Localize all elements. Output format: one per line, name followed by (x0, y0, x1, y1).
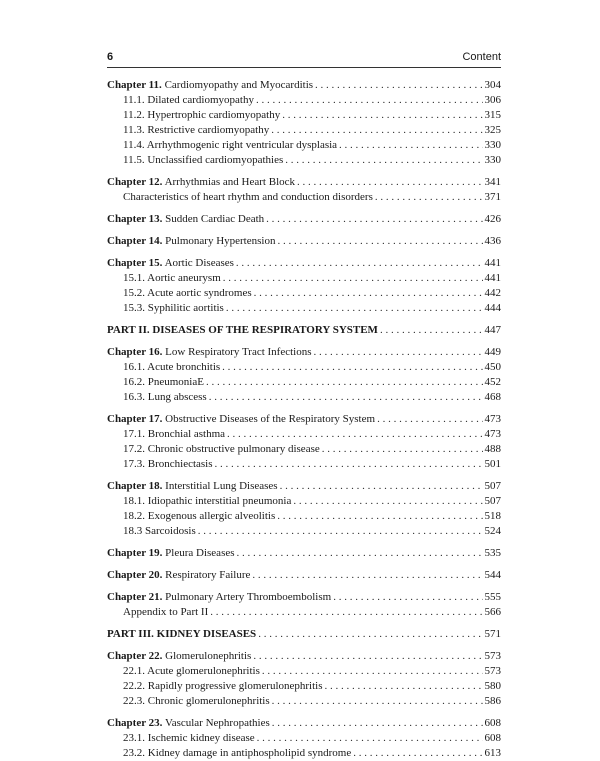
dot-leader (198, 524, 483, 539)
chapter-number: Chapter 22. (107, 650, 163, 662)
toc-section-entry (107, 301, 501, 316)
toc-page-number: 330 (484, 154, 501, 166)
toc-chapter-entry (107, 234, 501, 249)
toc-entry-label: 18.2. Exogenous allergic alveolitis (123, 510, 276, 522)
toc-section-entry (107, 731, 501, 746)
chapter-title: Low Respiratory Tract Infections (162, 346, 312, 358)
toc-page-number: 452 (484, 376, 501, 388)
dot-leader (253, 649, 482, 664)
dot-leader (266, 212, 482, 227)
toc-page-number: 468 (484, 391, 501, 403)
chapter-number: Chapter 19. (107, 547, 163, 559)
toc-page-number: 304 (484, 79, 501, 91)
chapter-number: Chapter 21. (107, 591, 163, 603)
toc-entry-label: 11.5. Unclassified cardiomyopathies (123, 154, 284, 166)
dot-leader (222, 360, 482, 375)
dot-leader (322, 442, 483, 457)
toc-section-entry (107, 271, 501, 286)
toc-page-number: 507 (484, 480, 501, 492)
chapter-title: Arrhythmias and Heart Block (162, 176, 296, 188)
dot-leader (254, 286, 483, 301)
chapter-number: Chapter 20. (107, 569, 163, 581)
toc-entry-label (107, 649, 251, 664)
toc-page-number: 613 (484, 747, 501, 759)
toc-page-number: 544 (484, 569, 501, 581)
toc-entry-label: 11.2. Hypertrophic cardiomyopathy (123, 109, 281, 121)
toc-page-number: 573 (484, 665, 501, 677)
dot-leader (236, 256, 483, 271)
page-number: 6 (107, 51, 114, 63)
dot-leader (333, 590, 482, 605)
dot-leader (293, 494, 482, 509)
chapter-title: Obstructive Diseases of the Respiratory System (162, 413, 376, 425)
toc-chapter-entry (107, 175, 501, 190)
dot-leader (314, 345, 483, 360)
toc-entry-label: 17.2. Chronic obstructive pulmonary disease (123, 443, 320, 455)
toc-page-number: 608 (484, 732, 501, 744)
dot-leader (257, 731, 483, 746)
dot-leader (262, 664, 483, 679)
chapter-number: Chapter 13. (107, 213, 163, 225)
toc-page-number: 488 (484, 443, 501, 455)
toc-section-entry (107, 664, 501, 679)
toc-page-number: 330 (484, 139, 501, 151)
toc-page-number: 501 (484, 458, 501, 470)
toc-page-number: 306 (484, 94, 501, 106)
dot-leader (209, 390, 483, 405)
toc-section-entry (107, 605, 501, 620)
chapter-title: Interstitial Lung Diseases (162, 480, 278, 492)
dot-leader (215, 457, 483, 472)
toc-section-entry (107, 442, 501, 457)
toc-page-number: 608 (484, 717, 501, 729)
dot-leader (353, 746, 482, 761)
page-header (107, 51, 501, 63)
toc-chapter-entry (107, 345, 501, 360)
toc-entry-label (107, 212, 264, 227)
dot-leader (325, 679, 483, 694)
header-divider (107, 67, 501, 68)
toc-page-number: 571 (484, 628, 501, 640)
toc-entry-label: 17.1. Bronchial asthma (123, 428, 226, 440)
toc-part-heading (107, 323, 501, 338)
toc-page-number: 426 (484, 213, 501, 225)
toc-entry-label: 16.1. Acute bronchitis (123, 361, 221, 373)
toc-section-entry (107, 375, 501, 390)
chapter-number: Chapter 14. (107, 235, 163, 247)
toc-section-entry (107, 93, 501, 108)
dot-leader (277, 509, 482, 524)
toc-entry-label (107, 546, 235, 561)
toc-page-number: 441 (484, 257, 501, 269)
toc-entry-label: 16.3. Lung abscess (123, 391, 207, 403)
toc-section-entry (107, 694, 501, 709)
toc-part-heading (107, 627, 501, 642)
toc-chapter-entry (107, 568, 501, 583)
dot-leader (256, 93, 483, 108)
dot-leader (282, 108, 482, 123)
chapter-number: Chapter 23. (107, 717, 163, 729)
toc-section-entry (107, 427, 501, 442)
dot-leader (277, 234, 482, 249)
chapter-title: Glomerulonephritis (162, 650, 252, 662)
dot-leader (210, 605, 482, 620)
toc-section-entry (107, 123, 501, 138)
toc-entry-label (107, 412, 375, 427)
dot-leader (271, 123, 482, 138)
toc-section-entry (107, 509, 501, 524)
toc-page-number: 524 (484, 525, 501, 537)
toc-page-number: 341 (484, 176, 501, 188)
toc-page-number: 566 (484, 606, 501, 618)
chapter-number: Chapter 16. (107, 346, 163, 358)
toc-entry-label (107, 175, 295, 190)
toc-entry-label: PART II. DISEASES OF THE RESPIRATORY SYSTEM (107, 324, 378, 336)
toc-section-entry (107, 108, 501, 123)
toc-page-number: 450 (484, 361, 501, 373)
chapter-title: Pulmonary Artery Thromboembolism (162, 591, 332, 603)
toc-chapter-entry (107, 546, 501, 561)
chapter-number: Chapter 18. (107, 480, 163, 492)
dot-leader (226, 301, 483, 316)
toc-section-entry (107, 190, 501, 205)
toc-entry-label: 22.3. Chronic glomerulonephritis (123, 695, 270, 707)
chapter-number: Chapter 12. (107, 176, 163, 188)
table-of-contents (107, 78, 501, 761)
toc-page-number: 535 (484, 547, 501, 559)
toc-section-entry (107, 286, 501, 301)
dot-leader (380, 323, 483, 338)
chapter-title: Pleura Diseases (162, 547, 235, 559)
toc-entry-label: PART III. KIDNEY DISEASES (107, 628, 257, 640)
toc-entry-label: 18.1. Idiopathic interstitial pneumonia (123, 495, 292, 507)
dot-leader (258, 627, 482, 642)
toc-page-number: 444 (484, 302, 501, 314)
toc-entry-label (107, 568, 250, 583)
toc-page-number: 371 (484, 191, 501, 203)
dot-leader (285, 153, 482, 168)
toc-chapter-entry (107, 716, 501, 731)
chapter-title: Aortic Diseases (162, 257, 234, 269)
dot-leader (375, 190, 483, 205)
toc-entry-label (107, 78, 313, 93)
toc-entry-label: 15.2. Acute aortic syndromes (123, 287, 252, 299)
toc-chapter-entry (107, 590, 501, 605)
chapter-title: Sudden Cardiac Death (162, 213, 265, 225)
toc-page-number: 436 (484, 235, 501, 247)
toc-section-entry (107, 390, 501, 405)
toc-entry-label: Appendix to Part II (123, 606, 209, 618)
toc-page-number: 580 (484, 680, 501, 692)
toc-section-entry (107, 679, 501, 694)
running-title: Content (462, 51, 501, 63)
toc-chapter-entry (107, 212, 501, 227)
toc-page-number: 586 (484, 695, 501, 707)
dot-leader (339, 138, 482, 153)
dot-leader (297, 175, 482, 190)
toc-entry-label: 16.2. PneumoniaE (123, 376, 204, 388)
dot-leader (272, 716, 483, 731)
toc-page-number: 442 (484, 287, 501, 299)
chapter-number: Chapter 11. (107, 79, 162, 91)
dot-leader (227, 427, 482, 442)
dot-leader (223, 271, 483, 286)
toc-section-entry (107, 138, 501, 153)
toc-entry-label: 23.2. Kidney damage in antiphospholipid syndrome (123, 747, 352, 759)
toc-section-entry (107, 457, 501, 472)
toc-entry-label: Characteristics of heart rhythm and conduction disorders (123, 191, 373, 203)
toc-section-entry (107, 746, 501, 761)
toc-chapter-entry (107, 479, 501, 494)
chapter-title: Cardiomyopathy and Myocarditis (161, 79, 314, 91)
dot-leader (280, 479, 483, 494)
toc-page-number: 555 (484, 591, 501, 603)
chapter-title: Vascular Nephropathies (162, 717, 270, 729)
toc-chapter-entry (107, 412, 501, 427)
toc-entry-label: 11.1. Dilated cardiomyopathy (123, 94, 254, 106)
toc-page-number: 573 (484, 650, 501, 662)
toc-chapter-entry (107, 78, 501, 93)
dot-leader (237, 546, 483, 561)
dot-leader (315, 78, 482, 93)
toc-section-entry (107, 494, 501, 509)
toc-entry-label: 15.3. Syphilitic aortitis (123, 302, 224, 314)
toc-chapter-entry (107, 649, 501, 664)
toc-entry-label (107, 256, 234, 271)
toc-entry-label: 23.1. Ischemic kidney disease (123, 732, 255, 744)
toc-entry-label (107, 234, 275, 249)
toc-entry-label (107, 479, 278, 494)
toc-page-number: 325 (484, 124, 501, 136)
toc-page-number: 473 (484, 428, 501, 440)
toc-page-number: 518 (484, 510, 501, 522)
toc-entry-label (107, 590, 331, 605)
toc-entry-label: 18.3 Sarcoidosis (123, 525, 196, 537)
chapter-title: Respiratory Failure (162, 569, 251, 581)
dot-leader (206, 375, 483, 390)
toc-section-entry (107, 360, 501, 375)
toc-chapter-entry (107, 256, 501, 271)
toc-section-entry (107, 153, 501, 168)
toc-entry-label (107, 716, 270, 731)
dot-leader (252, 568, 482, 583)
toc-page-number: 449 (484, 346, 501, 358)
toc-section-entry (107, 524, 501, 539)
dot-leader (272, 694, 483, 709)
chapter-number: Chapter 17. (107, 413, 163, 425)
chapter-number: Chapter 15. (107, 257, 163, 269)
toc-page-number: 473 (484, 413, 501, 425)
toc-entry-label: 11.3. Restrictive cardiomyopathy (123, 124, 270, 136)
toc-page-number: 507 (484, 495, 501, 507)
toc-entry-label (107, 345, 312, 360)
toc-entry-label: 22.2. Rapidly progressive glomerulonephritis (123, 680, 323, 692)
toc-entry-label: 11.4. Arrhythmogenic right ventricular dysplasia (123, 139, 338, 151)
toc-page-number: 441 (484, 272, 501, 284)
toc-entry-label: 15.1. Aortic aneurysm (123, 272, 221, 284)
toc-page-number: 315 (484, 109, 501, 121)
toc-entry-label: 17.3. Bronchiectasis (123, 458, 213, 470)
toc-page-number: 447 (484, 324, 501, 336)
dot-leader (377, 412, 482, 427)
toc-entry-label: 22.1. Acute glomerulonephritis (123, 665, 260, 677)
chapter-title: Pulmonary Hypertension (162, 235, 276, 247)
